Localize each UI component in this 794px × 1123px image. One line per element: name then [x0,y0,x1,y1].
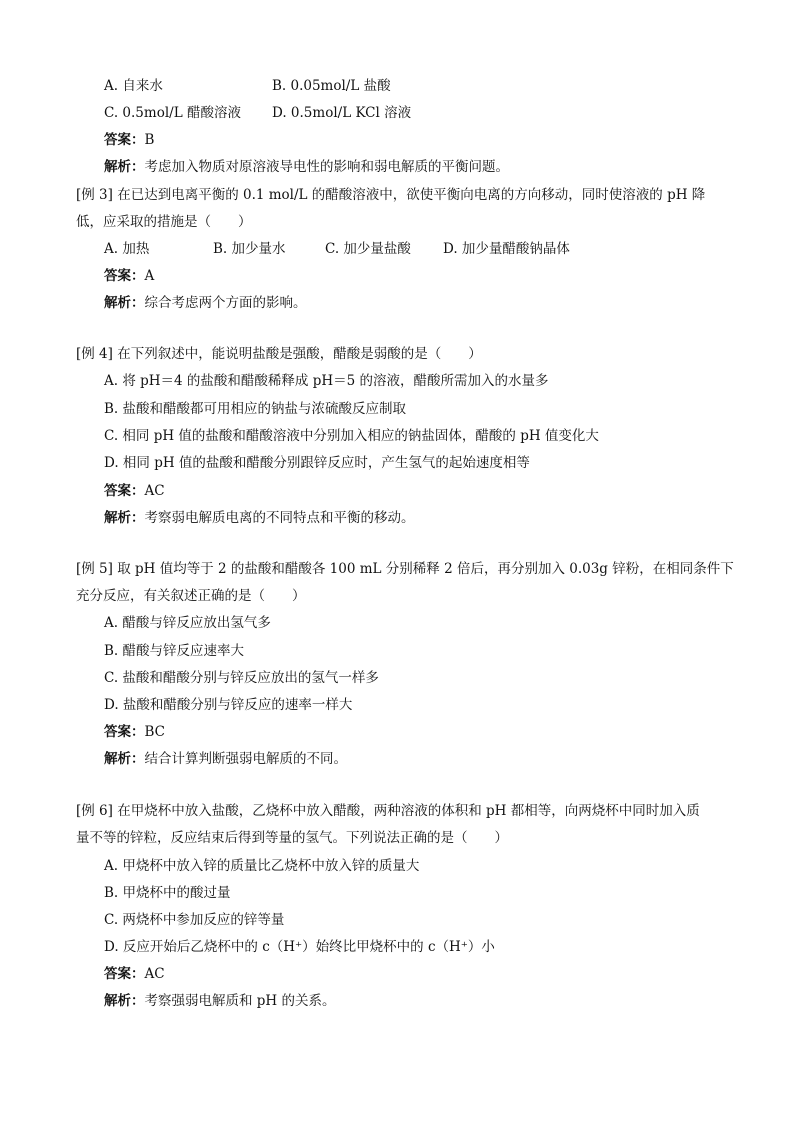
ex2-analysis [104,157,509,177]
analysis-label: 解析： [104,993,145,1009]
ex3-answer [104,266,154,286]
ex2-option-a: A. 自来水 [104,78,163,94]
ex4-analysis [104,508,415,528]
ex5-question-line1: [例 5] 取 pH 值均等于 2 的盐酸和醋酸各 100 mL 分别稀释 2 倍后，再分别加入 0.03g 锌粉，在相同条件下 [76,561,734,577]
analysis-label: 解析： [104,159,145,175]
answer-value: B [144,132,155,148]
answer-value: AC [144,483,165,499]
analysis-text: 考察弱电解质电离的不同特点和平衡的移动。 [144,510,415,526]
answer-label: 答案： [104,724,145,740]
ex6-analysis [104,991,336,1011]
ex4-option-c: C. 相同 pH 值的盐酸和醋酸溶液中分别加入相应的钠盐固体，醋酸的 pH 值变化大 [104,428,599,444]
ex6-question-line2: 量不等的锌粒，反应结束后得到等量的氢气。下列说法正确的是（ ） [76,830,508,846]
ex6-answer [104,964,165,984]
ex3-question-line2: 低，应采取的措施是（ ） [76,214,252,230]
analysis-text: 考虑加入物质对原溶液导电性的影响和弱电解质的平衡问题。 [144,159,509,175]
answer-label: 答案： [104,483,145,499]
ex5-option-b: B. 醋酸与锌反应速率大 [104,643,245,659]
ex4-option-b: B. 盐酸和醋酸都可用相应的钠盐与浓硫酸反应制取 [104,401,407,417]
ex6-question-line1: [例 6] 在甲烧杯中放入盐酸，乙烧杯中放入醋酸，两种溶液的体积和 pH 都相等，向两烧杯中同时加入质 [76,803,700,819]
ex6-option-b: B. 甲烧杯中的酸过量 [104,885,231,901]
answer-value: BC [144,724,166,740]
ex5-question-line2: 充分反应，有关叙述正确的是（ ） [76,588,306,604]
ex2-answer [104,130,154,150]
ex4-answer [104,481,165,501]
ex3-option-c: C. 加少量盐酸 [325,241,411,257]
analysis-label: 解析： [104,751,145,767]
ex5-option-c: C. 盐酸和醋酸分别与锌反应放出的氢气一样多 [104,670,379,686]
analysis-text: 结合计算判断强弱电解质的不同。 [144,751,347,767]
ex3-option-b: B. 加少量水 [213,241,286,257]
answer-label: 答案： [104,966,145,982]
ex5-analysis [104,749,347,769]
analysis-text: 考察强弱电解质和 pH 的关系。 [144,993,336,1009]
ex5-option-a: A. 醋酸与锌反应放出氢气多 [104,615,271,631]
ex6-option-d: D. 反应开始后乙烧杯中的 c（H⁺）始终比甲烧杯中的 c（H⁺）小 [104,939,495,955]
answer-label: 答案： [104,132,145,148]
ex3-option-a: A. 加热 [104,241,150,257]
ex2-option-d: D. 0.5mol/L KCl 溶液 [272,105,412,121]
ex6-option-a: A. 甲烧杯中放入锌的质量比乙烧杯中放入锌的质量大 [104,858,420,874]
ex3-option-d: D. 加少量醋酸钠晶体 [443,241,570,257]
ex4-question-line1: [例 4] 在下列叙述中，能说明盐酸是强酸，醋酸是弱酸的是（ ） [76,346,482,362]
ex5-answer [104,722,165,742]
analysis-label: 解析： [104,510,145,526]
ex4-option-a: A. 将 pH＝4 的盐酸和醋酸稀释成 pH＝5 的溶液，醋酸所需加入的水量多 [104,373,549,389]
ex4-option-d: D. 相同 pH 值的盐酸和醋酸分别跟锌反应时，产生氢气的起始速度相等 [104,455,530,471]
analysis-label: 解析： [104,295,145,311]
answer-value: A [144,268,155,284]
ex6-option-c: C. 两烧杯中参加反应的锌等量 [104,912,285,928]
ex3-analysis [104,293,307,313]
ex2-option-b: B. 0.05mol/L 盐酸 [272,78,391,94]
ex5-option-d: D. 盐酸和醋酸分别与锌反应的速率一样大 [104,697,353,713]
ex2-option-c: C. 0.5mol/L 醋酸溶液 [104,105,241,121]
analysis-text: 综合考虑两个方面的影响。 [144,295,307,311]
answer-label: 答案： [104,268,145,284]
ex3-question-line1: [例 3] 在已达到电离平衡的 0.1 mol/L 的醋酸溶液中，欲使平衡向电离的方向移动，同时使溶液的 pH 降 [76,187,706,203]
answer-value: AC [144,966,165,982]
